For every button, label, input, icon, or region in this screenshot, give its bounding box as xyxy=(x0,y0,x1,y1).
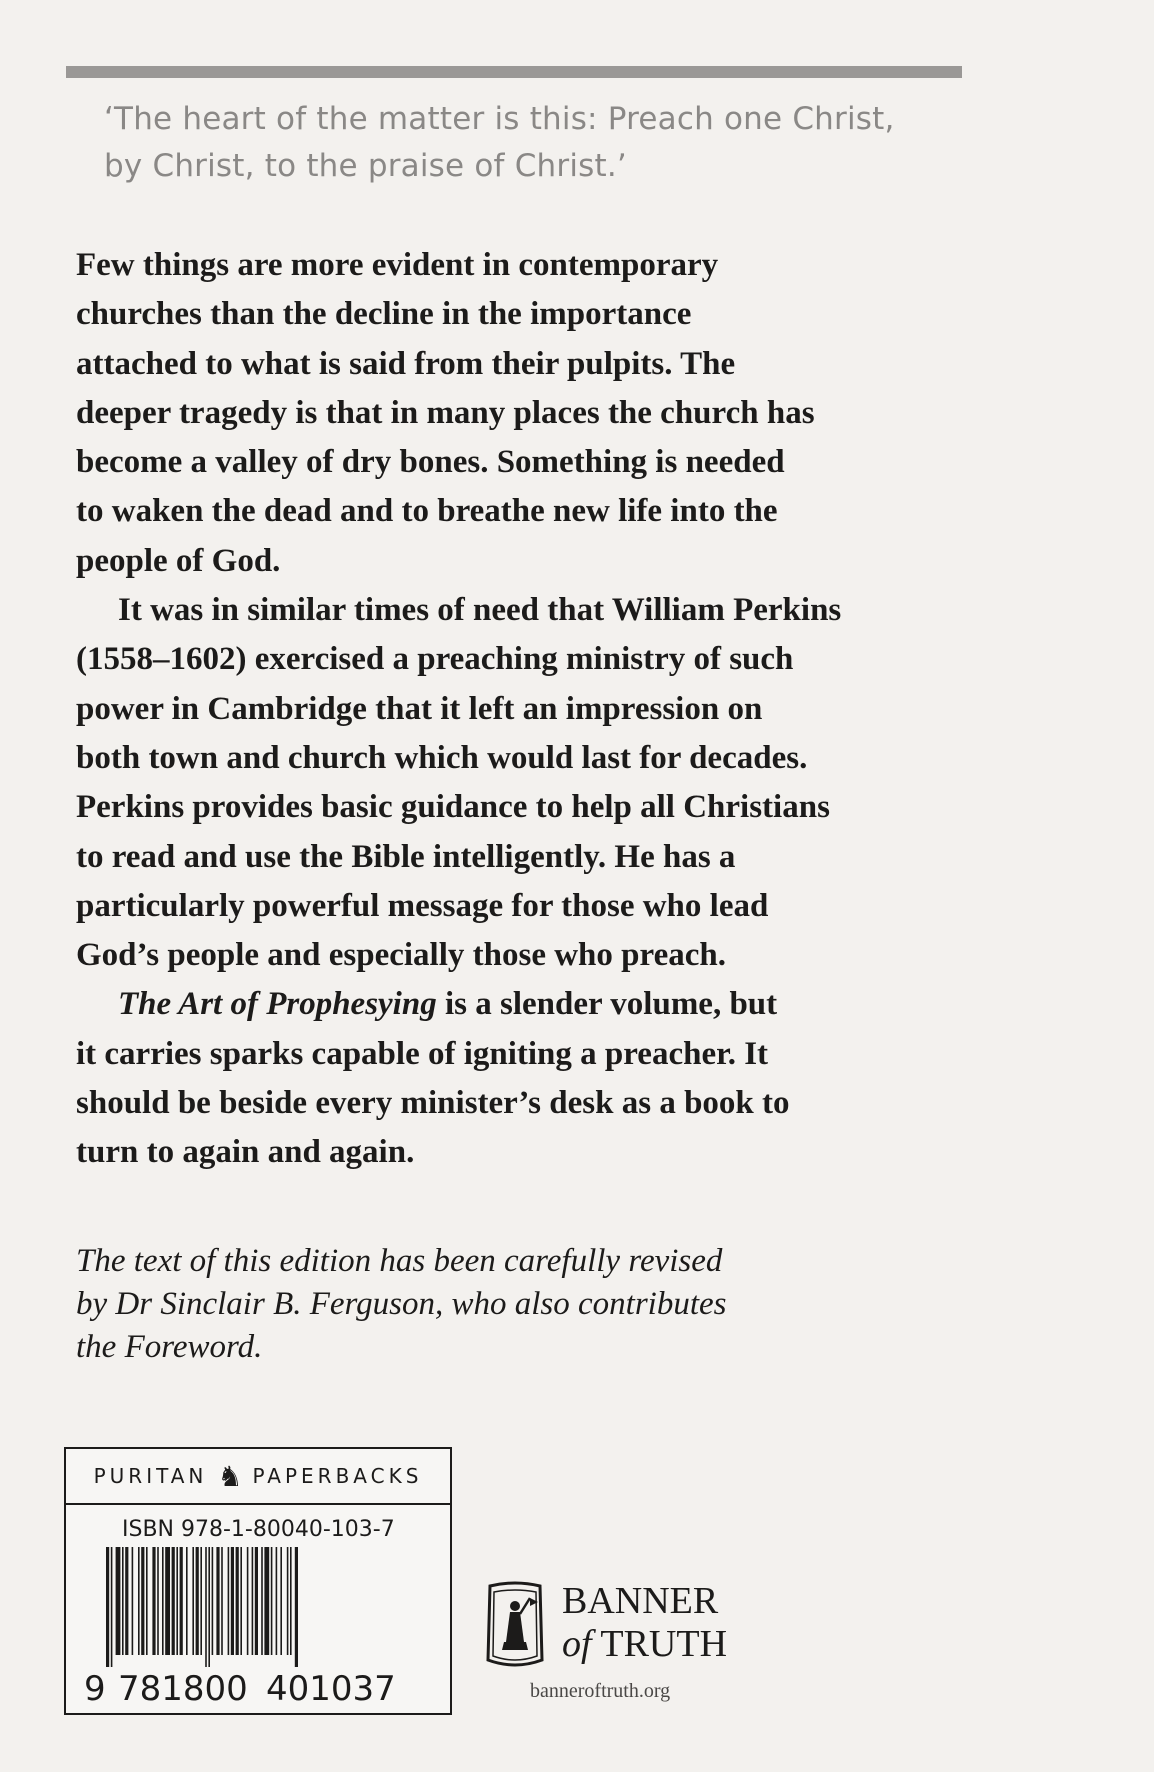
description-line: Perkins provides basic guidance to help all Christians xyxy=(76,789,830,826)
barcode-panel xyxy=(64,1447,452,1715)
barcode-bar xyxy=(141,1547,144,1655)
barcode-bar xyxy=(125,1547,128,1655)
barcode-digits-right: 401037 xyxy=(266,1669,396,1709)
description-line xyxy=(76,980,956,1029)
barcode-bar xyxy=(247,1547,249,1655)
barcode-bar xyxy=(186,1547,188,1655)
description-line: it carries sparks capable of igniting a preacher. It xyxy=(76,1035,769,1072)
epigraph-line: by Christ, to the praise of Christ.’ xyxy=(104,148,627,184)
description-text: is a slender volume, but xyxy=(436,986,778,1023)
barcode-bar xyxy=(236,1547,239,1655)
edition-note-line: The text of this edition has been carefully revised xyxy=(76,1243,723,1279)
description-line: both town and church which would last for decades. xyxy=(76,739,808,776)
barcode-bar xyxy=(205,1547,207,1667)
barcode-bar xyxy=(116,1547,121,1655)
barcode-bar xyxy=(212,1547,214,1655)
barcode-bar xyxy=(231,1547,234,1655)
epigraph-quote xyxy=(104,96,964,190)
barcode-bar xyxy=(152,1547,155,1655)
barcode-bar xyxy=(200,1547,202,1655)
edition-note xyxy=(76,1240,956,1369)
description-line: (1558–1602) exercised a preaching ministry of such xyxy=(76,641,794,678)
barcode-graphic xyxy=(106,1547,406,1667)
description-line: particularly powerful message for those who lead xyxy=(76,887,769,924)
book-title-italic: The Art of Prophesying xyxy=(118,986,437,1023)
banner-of-truth-logo-icon xyxy=(480,1580,550,1672)
barcode-bar xyxy=(196,1547,199,1655)
barcode-bar xyxy=(280,1547,282,1655)
barcode-bar xyxy=(271,1547,273,1655)
series-left-label: PURITAN xyxy=(93,1464,208,1488)
series-label xyxy=(66,1449,450,1505)
description-line: It was in similar times of need that William Perkins xyxy=(118,592,842,629)
series-right-label: PAPERBACKS xyxy=(252,1464,423,1488)
edition-note-line: the Foreword. xyxy=(76,1329,263,1365)
barcode-bar xyxy=(176,1547,178,1655)
description-line: should be beside every minister’s desk as a book to xyxy=(76,1085,790,1122)
barcode-bar xyxy=(162,1547,164,1655)
barcode-bar xyxy=(287,1547,289,1655)
description-line: people of God. xyxy=(76,542,281,579)
barcode-bar xyxy=(111,1547,113,1667)
description-line: become a valley of dry bones. Something is needed xyxy=(76,444,785,481)
description-line: churches than the decline in the importance xyxy=(76,296,692,333)
edition-note-line: by Dr Sinclair B. Ferguson, who also contributes xyxy=(76,1286,727,1322)
barcode-digit-first: 9 xyxy=(84,1669,106,1709)
publisher-block xyxy=(480,1580,780,1720)
barcode-bar xyxy=(132,1547,134,1655)
barcode-bar xyxy=(264,1547,269,1655)
epigraph-line: ‘The heart of the matter is this: Preach one Christ, xyxy=(104,101,895,137)
barcode-bar xyxy=(228,1547,230,1655)
isbn-label: ISBN 978-1-80040-103-7 xyxy=(122,1517,395,1542)
barcode-bar xyxy=(290,1547,292,1655)
barcode-bar xyxy=(252,1547,254,1655)
barcode-bar xyxy=(216,1547,219,1655)
description-line: Few things are more evident in contemporary xyxy=(76,247,719,283)
barcode-bar xyxy=(192,1547,194,1655)
publisher-name xyxy=(562,1580,727,1666)
barcode-bar xyxy=(295,1547,298,1667)
description-line: attached to what is said from their pulpits. The xyxy=(76,345,736,382)
barcode-bar xyxy=(172,1547,175,1655)
barcode-bar xyxy=(165,1547,170,1655)
publisher-name-truth: TRUTH xyxy=(591,1623,728,1665)
barcode-bar xyxy=(261,1547,263,1655)
description-line: to waken the dead and to breathe new life into the xyxy=(76,493,778,530)
knight-chess-icon: ♞ xyxy=(217,1459,243,1493)
description-line: power in Cambridge that it left an impression on xyxy=(76,690,763,727)
barcode-bar xyxy=(146,1547,148,1655)
barcode-bar xyxy=(240,1547,242,1655)
barcode-bar xyxy=(122,1547,124,1655)
barcode-bar xyxy=(276,1547,278,1655)
book-description xyxy=(76,241,956,1178)
barcode-digits-left: 781800 xyxy=(118,1669,248,1709)
barcode-bar xyxy=(255,1547,258,1655)
barcode-bar xyxy=(180,1547,183,1655)
publisher-name-line2 xyxy=(562,1623,727,1666)
description-line: deeper tragedy is that in many places the church has xyxy=(76,394,815,431)
publisher-name-of: of xyxy=(562,1623,592,1665)
description-line: God’s people and especially those who preach. xyxy=(76,937,726,974)
barcode-bar xyxy=(138,1547,140,1655)
barcode-bar xyxy=(157,1547,159,1655)
barcode-bar xyxy=(106,1547,109,1667)
top-rule xyxy=(66,66,962,78)
description-line: turn to again and again. xyxy=(76,1134,415,1171)
description-line: to read and use the Bible intelligently. He has a xyxy=(76,838,736,875)
publisher-url: banneroftruth.org xyxy=(530,1680,671,1702)
barcode-bar xyxy=(221,1547,223,1655)
barcode-bar xyxy=(208,1547,210,1667)
publisher-name-line1: BANNER xyxy=(562,1580,719,1622)
